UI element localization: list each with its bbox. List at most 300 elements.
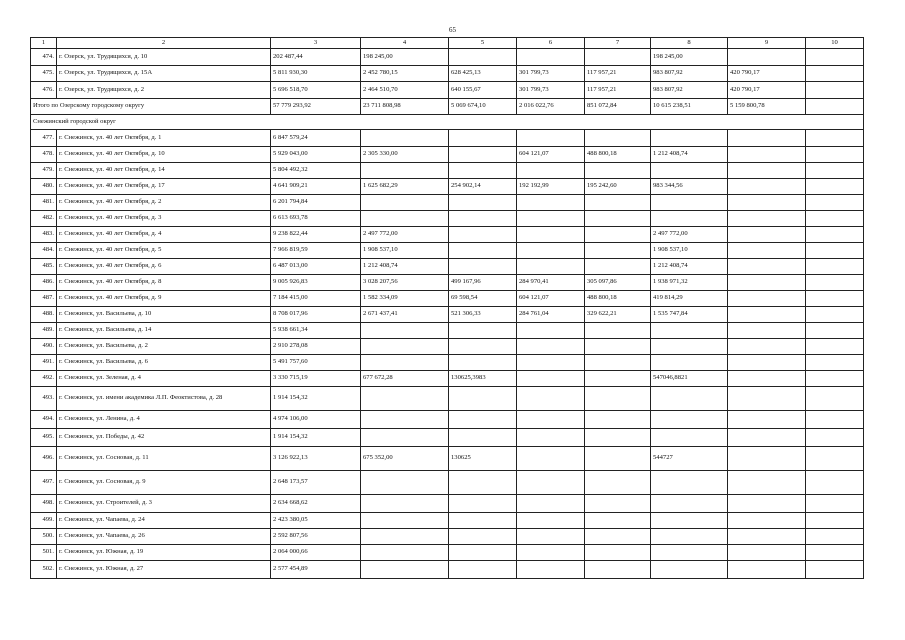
row-number: 492.	[31, 370, 57, 386]
address-cell: г. Снежинск, ул. Васильева, д. 14	[57, 322, 271, 338]
address-cell: г. Снежинск, ул. 40 лет Октября, д. 6	[57, 258, 271, 274]
value-cell	[728, 494, 806, 512]
value-cell	[806, 194, 864, 210]
value-cell	[728, 274, 806, 290]
value-cell	[449, 386, 517, 410]
value-cell	[361, 512, 449, 528]
column-number: 9	[728, 38, 806, 49]
value-cell	[728, 146, 806, 162]
value-cell: 130625	[449, 446, 517, 470]
address-cell: г. Озерск, ул. Трудящихся, д. 15А	[57, 65, 271, 82]
table-row	[31, 82, 864, 99]
table-row	[31, 129, 864, 146]
value-cell	[449, 544, 517, 560]
value-cell	[728, 354, 806, 370]
row-number: 481.	[31, 194, 57, 210]
value-cell: 2 592 807,56	[271, 528, 361, 544]
value-cell	[585, 528, 651, 544]
value-cell	[517, 560, 585, 578]
row-number: 493.	[31, 386, 57, 410]
value-cell	[585, 512, 651, 528]
value-cell	[728, 129, 806, 146]
value-cell: 2 648 173,57	[271, 470, 361, 494]
value-cell: 1 914 154,32	[271, 428, 361, 446]
page-number: 65	[449, 26, 456, 34]
value-cell	[806, 338, 864, 354]
value-cell: 6 847 579,24	[271, 129, 361, 146]
address-cell: г. Снежинск, ул. 40 лет Октября, д. 17	[57, 178, 271, 194]
value-cell	[517, 338, 585, 354]
value-cell: 2 064 000,66	[271, 544, 361, 560]
value-cell: 983 344,56	[651, 178, 728, 194]
value-cell: 5 929 043,00	[271, 146, 361, 162]
address-cell: г. Озерск, ул. Трудящихся, д. 2	[57, 82, 271, 99]
total-label: Итого по Озерскому городскому округу	[31, 98, 271, 114]
value-cell	[585, 446, 651, 470]
row-number: 488.	[31, 306, 57, 322]
value-cell: 130625,3983	[449, 370, 517, 386]
value-cell	[806, 258, 864, 274]
value-cell: 6 613 693,78	[271, 210, 361, 226]
table-row	[31, 178, 864, 194]
value-cell	[651, 410, 728, 428]
value-cell	[651, 354, 728, 370]
value-cell	[651, 428, 728, 446]
address-cell: г. Снежинск, ул. Зеленая, д. 4	[57, 370, 271, 386]
value-cell: 2 452 780,15	[361, 65, 449, 82]
value-cell	[449, 162, 517, 178]
value-cell	[585, 386, 651, 410]
address-cell: г. Снежинск, ул. 40 лет Октября, д. 14	[57, 162, 271, 178]
value-cell	[651, 210, 728, 226]
value-cell	[806, 494, 864, 512]
row-number: 486.	[31, 274, 57, 290]
table-row	[31, 258, 864, 274]
value-cell	[728, 322, 806, 338]
total-value-cell: 57 779 293,92	[271, 98, 361, 114]
address-cell: г. Снежинск, ул. Сосновая, д. 11	[57, 446, 271, 470]
value-cell: 1 212 408,74	[651, 146, 728, 162]
address-cell: г. Снежинск, ул. Южная, д. 27	[57, 560, 271, 578]
address-cell: г. Снежинск, ул. 40 лет Октября, д. 1	[57, 129, 271, 146]
column-number: 6	[517, 38, 585, 49]
value-cell: 419 814,29	[651, 290, 728, 306]
table-row	[31, 338, 864, 354]
column-number: 3	[271, 38, 361, 49]
value-cell	[806, 470, 864, 494]
value-cell: 1 535 747,84	[651, 306, 728, 322]
value-cell	[728, 49, 806, 66]
value-cell	[517, 544, 585, 560]
value-cell	[806, 65, 864, 82]
address-cell: г. Озерск, ул. Трудящихся, д. 10	[57, 49, 271, 66]
value-cell	[517, 354, 585, 370]
value-cell	[449, 129, 517, 146]
row-number: 497.	[31, 470, 57, 494]
value-cell: 1 908 537,10	[651, 242, 728, 258]
row-number: 483.	[31, 226, 57, 242]
value-cell: 202 487,44	[271, 49, 361, 66]
table-row	[31, 306, 864, 322]
value-cell: 2 671 437,41	[361, 306, 449, 322]
value-cell: 3 126 922,13	[271, 446, 361, 470]
value-cell	[806, 290, 864, 306]
row-number: 475.	[31, 65, 57, 82]
value-cell	[806, 560, 864, 578]
total-value-cell: 5 069 674,10	[449, 98, 517, 114]
total-value-cell	[806, 98, 864, 114]
value-cell	[728, 428, 806, 446]
value-cell	[361, 322, 449, 338]
value-cell: 301 799,73	[517, 65, 585, 82]
value-cell: 254 902,14	[449, 178, 517, 194]
value-cell: 4 974 106,00	[271, 410, 361, 428]
value-cell	[361, 494, 449, 512]
value-cell	[449, 226, 517, 242]
row-number: 489.	[31, 322, 57, 338]
table-row	[31, 290, 864, 306]
value-cell	[449, 410, 517, 428]
value-cell: 192 192,99	[517, 178, 585, 194]
value-cell: 5 696 518,70	[271, 82, 361, 99]
table-row	[31, 210, 864, 226]
value-cell	[728, 242, 806, 258]
row-number: 484.	[31, 242, 57, 258]
value-cell	[585, 49, 651, 66]
value-cell	[517, 528, 585, 544]
table-row	[31, 226, 864, 242]
value-cell	[728, 386, 806, 410]
value-cell	[449, 210, 517, 226]
value-cell: 284 761,04	[517, 306, 585, 322]
value-cell	[361, 338, 449, 354]
row-number: 502.	[31, 560, 57, 578]
address-cell: г. Снежинск, ул. Васильева, д. 10	[57, 306, 271, 322]
value-cell	[651, 528, 728, 544]
row-number: 500.	[31, 528, 57, 544]
value-cell: 5 491 757,60	[271, 354, 361, 370]
value-cell	[651, 162, 728, 178]
value-cell	[449, 242, 517, 258]
value-cell: 3 330 715,19	[271, 370, 361, 386]
value-cell	[806, 528, 864, 544]
address-cell: г. Снежинск, ул. 40 лет Октября, д. 2	[57, 194, 271, 210]
value-cell	[449, 258, 517, 274]
value-cell: 6 201 794,84	[271, 194, 361, 210]
value-cell	[449, 49, 517, 66]
value-cell: 3 028 207,56	[361, 274, 449, 290]
table-row	[31, 410, 864, 428]
value-cell	[361, 386, 449, 410]
row-number: 501.	[31, 544, 57, 560]
value-cell	[806, 354, 864, 370]
value-cell: 2 577 454,89	[271, 560, 361, 578]
total-value-cell: 10 615 238,51	[651, 98, 728, 114]
value-cell	[361, 210, 449, 226]
row-number: 494.	[31, 410, 57, 428]
value-cell	[728, 528, 806, 544]
value-cell	[651, 512, 728, 528]
value-cell: 544727	[651, 446, 728, 470]
value-cell	[651, 544, 728, 560]
value-cell: 1 938 971,32	[651, 274, 728, 290]
value-cell	[585, 162, 651, 178]
table-row	[31, 386, 864, 410]
value-cell: 7 184 415,00	[271, 290, 361, 306]
value-cell	[517, 446, 585, 470]
table-row	[31, 322, 864, 338]
value-cell	[806, 242, 864, 258]
value-cell	[517, 322, 585, 338]
column-number: 10	[806, 38, 864, 49]
column-number: 8	[651, 38, 728, 49]
value-cell	[585, 428, 651, 446]
value-cell	[806, 410, 864, 428]
value-cell	[517, 470, 585, 494]
value-cell	[806, 370, 864, 386]
table-row	[31, 544, 864, 560]
value-cell: 2 497 772,00	[651, 226, 728, 242]
value-cell	[806, 210, 864, 226]
table-row	[31, 162, 864, 178]
value-cell	[517, 162, 585, 178]
value-cell	[728, 178, 806, 194]
value-cell: 2 464 510,70	[361, 82, 449, 99]
value-cell	[517, 512, 585, 528]
value-cell: 6 487 013,00	[271, 258, 361, 274]
value-cell	[806, 544, 864, 560]
value-cell	[651, 470, 728, 494]
value-cell: 7 966 819,59	[271, 242, 361, 258]
row-number: 499.	[31, 512, 57, 528]
table-row	[31, 65, 864, 82]
section-row	[31, 114, 864, 129]
value-cell	[449, 494, 517, 512]
value-cell: 8 708 017,96	[271, 306, 361, 322]
row-number: 478.	[31, 146, 57, 162]
value-cell: 1 625 682,29	[361, 178, 449, 194]
value-cell	[585, 258, 651, 274]
value-cell	[585, 338, 651, 354]
table-row	[31, 494, 864, 512]
row-number: 491.	[31, 354, 57, 370]
value-cell	[517, 410, 585, 428]
value-cell	[651, 194, 728, 210]
column-number: 2	[57, 38, 271, 49]
row-number: 476.	[31, 82, 57, 99]
value-cell	[449, 354, 517, 370]
column-number-row	[31, 38, 864, 49]
value-cell: 499 167,96	[449, 274, 517, 290]
value-cell: 284 970,41	[517, 274, 585, 290]
value-cell: 117 957,21	[585, 82, 651, 99]
value-cell: 1 914 154,32	[271, 386, 361, 410]
value-cell: 329 622,21	[585, 306, 651, 322]
table-body	[31, 38, 864, 579]
value-cell	[651, 494, 728, 512]
address-cell: г. Снежинск, ул. Победы, д. 42	[57, 428, 271, 446]
value-cell	[361, 194, 449, 210]
value-cell	[651, 560, 728, 578]
value-cell: 2 634 668,62	[271, 494, 361, 512]
table-row	[31, 49, 864, 66]
value-cell: 198 245,00	[361, 49, 449, 66]
value-cell	[806, 49, 864, 66]
value-cell	[806, 512, 864, 528]
value-cell	[585, 194, 651, 210]
value-cell	[517, 386, 585, 410]
value-cell	[806, 446, 864, 470]
table-row	[31, 242, 864, 258]
value-cell	[651, 338, 728, 354]
table-row	[31, 528, 864, 544]
value-cell	[806, 226, 864, 242]
value-cell: 420 790,17	[728, 82, 806, 99]
column-number: 4	[361, 38, 449, 49]
value-cell: 983 807,92	[651, 82, 728, 99]
value-cell	[806, 82, 864, 99]
value-cell	[361, 470, 449, 494]
address-cell: г. Снежинск, ул. 40 лет Октября, д. 3	[57, 210, 271, 226]
table-row	[31, 512, 864, 528]
row-number: 480.	[31, 178, 57, 194]
value-cell	[585, 410, 651, 428]
value-cell: 69 598,54	[449, 290, 517, 306]
row-number: 485.	[31, 258, 57, 274]
value-cell	[728, 560, 806, 578]
row-number: 495.	[31, 428, 57, 446]
value-cell	[361, 528, 449, 544]
address-cell: г. Снежинск, ул. 40 лет Октября, д. 9	[57, 290, 271, 306]
row-number: 498.	[31, 494, 57, 512]
value-cell	[585, 210, 651, 226]
value-cell	[806, 178, 864, 194]
value-cell	[449, 560, 517, 578]
value-cell	[517, 210, 585, 226]
value-cell: 9 238 822,44	[271, 226, 361, 242]
value-cell	[449, 512, 517, 528]
value-cell	[728, 410, 806, 428]
value-cell: 198 245,00	[651, 49, 728, 66]
value-cell	[361, 162, 449, 178]
value-cell: 5 938 661,34	[271, 322, 361, 338]
value-cell	[806, 306, 864, 322]
table-row	[31, 274, 864, 290]
section-title: Снежинский городской округ	[31, 114, 864, 129]
address-cell: г. Снежинск, ул. Чапаева, д. 24	[57, 512, 271, 528]
value-cell: 2 497 772,00	[361, 226, 449, 242]
value-cell	[585, 226, 651, 242]
value-cell: 420 790,17	[728, 65, 806, 82]
value-cell	[728, 194, 806, 210]
value-cell	[517, 194, 585, 210]
value-cell	[651, 129, 728, 146]
value-cell: 5 811 930,30	[271, 65, 361, 82]
value-cell	[517, 49, 585, 66]
value-cell: 675 352,00	[361, 446, 449, 470]
value-cell: 2 423 380,05	[271, 512, 361, 528]
value-cell	[585, 470, 651, 494]
value-cell: 4 641 909,21	[271, 178, 361, 194]
value-cell	[517, 428, 585, 446]
value-cell	[728, 446, 806, 470]
total-value-cell: 851 072,84	[585, 98, 651, 114]
row-number: 496.	[31, 446, 57, 470]
table-row	[31, 446, 864, 470]
value-cell: 5 804 492,32	[271, 162, 361, 178]
value-cell	[585, 560, 651, 578]
address-cell: г. Снежинск, ул. Ленина, д. 4	[57, 410, 271, 428]
column-number: 1	[31, 38, 57, 49]
value-cell	[361, 354, 449, 370]
value-cell: 1 212 408,74	[651, 258, 728, 274]
value-cell: 1 908 537,10	[361, 242, 449, 258]
value-cell: 547046,8821	[651, 370, 728, 386]
address-cell: г. Снежинск, ул. 40 лет Октября, д. 5	[57, 242, 271, 258]
value-cell	[728, 470, 806, 494]
value-cell	[728, 370, 806, 386]
value-cell	[361, 428, 449, 446]
value-cell	[806, 428, 864, 446]
value-cell: 488 800,18	[585, 290, 651, 306]
value-cell	[449, 528, 517, 544]
value-cell	[728, 210, 806, 226]
value-cell	[806, 322, 864, 338]
value-cell	[728, 258, 806, 274]
value-cell: 1 582 334,09	[361, 290, 449, 306]
value-cell: 640 155,67	[449, 82, 517, 99]
value-cell	[517, 129, 585, 146]
value-cell	[806, 274, 864, 290]
value-cell: 117 957,21	[585, 65, 651, 82]
value-cell: 628 425,13	[449, 65, 517, 82]
row-number: 482.	[31, 210, 57, 226]
value-cell	[449, 428, 517, 446]
address-cell: г. Снежинск, ул. 40 лет Октября, д. 10	[57, 146, 271, 162]
address-cell: г. Снежинск, ул. Васильева, д. 6	[57, 354, 271, 370]
value-cell	[517, 258, 585, 274]
table-row	[31, 470, 864, 494]
value-cell: 9 005 926,83	[271, 274, 361, 290]
table-row	[31, 354, 864, 370]
value-cell: 2 305 330,00	[361, 146, 449, 162]
table-row	[31, 428, 864, 446]
row-number: 490.	[31, 338, 57, 354]
address-cell: г. Снежинск, ул. 40 лет Октября, д. 4	[57, 226, 271, 242]
value-cell	[585, 354, 651, 370]
value-cell: 305 097,86	[585, 274, 651, 290]
value-cell	[585, 544, 651, 560]
value-cell	[728, 226, 806, 242]
column-number: 7	[585, 38, 651, 49]
total-row	[31, 98, 864, 114]
column-number: 5	[449, 38, 517, 49]
value-cell	[361, 560, 449, 578]
value-cell: 983 807,92	[651, 65, 728, 82]
address-cell: г. Снежинск, ул. имени академика Л.П. Феоктистова, д. 28	[57, 386, 271, 410]
address-cell: г. Снежинск, ул. 40 лет Октября, д. 8	[57, 274, 271, 290]
value-cell	[449, 338, 517, 354]
value-cell: 2 910 278,08	[271, 338, 361, 354]
value-cell: 195 242,60	[585, 178, 651, 194]
value-cell: 1 212 408,74	[361, 258, 449, 274]
value-cell	[517, 226, 585, 242]
value-cell	[361, 544, 449, 560]
value-cell	[517, 494, 585, 512]
value-cell	[585, 370, 651, 386]
total-value-cell: 5 159 800,78	[728, 98, 806, 114]
value-cell: 604 121,07	[517, 146, 585, 162]
